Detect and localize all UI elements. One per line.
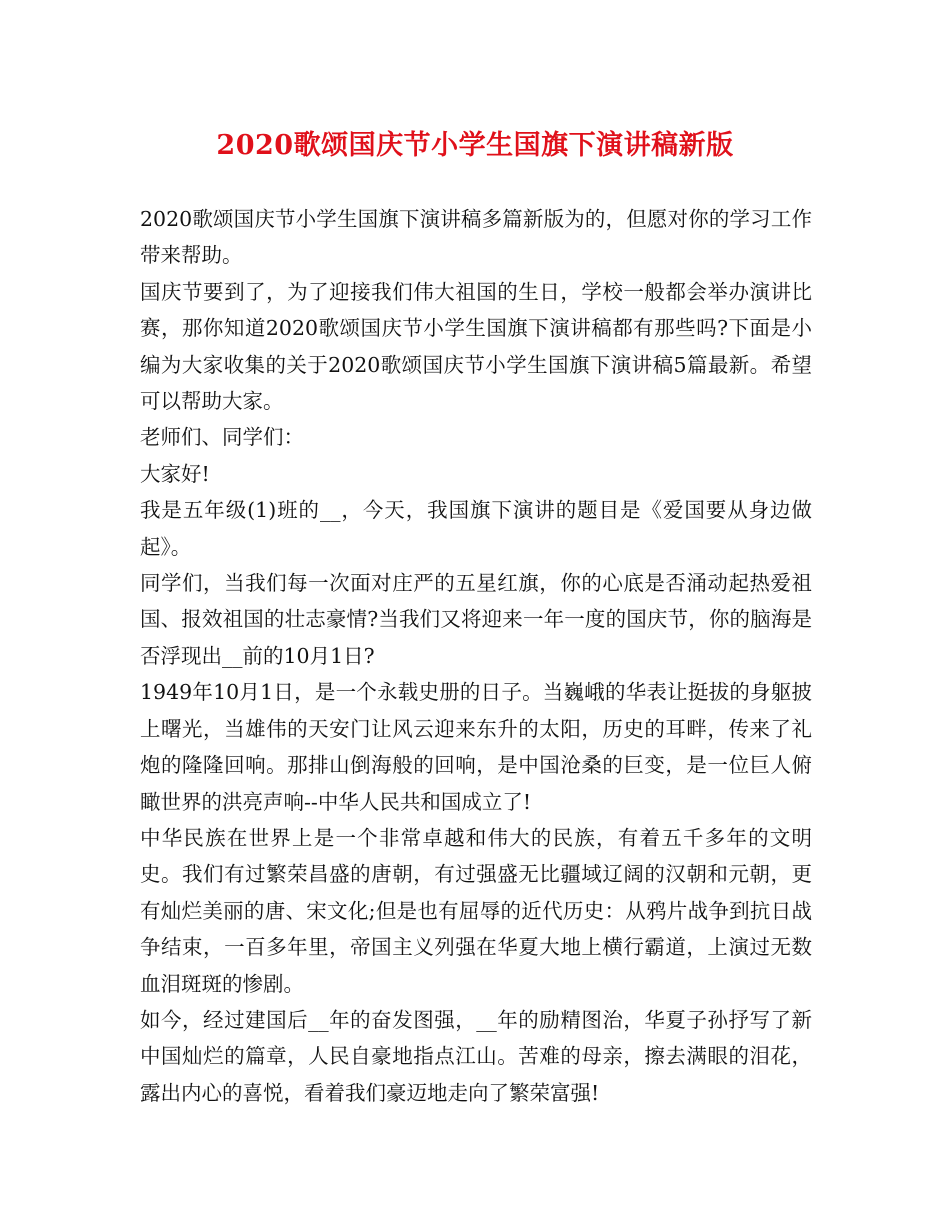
paragraph-history: 中华民族在世界上是一个非常卓越和伟大的民族，有着五千多年的文明史。我们有过繁荣昌盛的唐朝，有过强盛无比疆域辽阔的汉朝和元朝，更有灿烂美丽的唐、宋文化;但是也有屈辱的近代历史：从鸦片战争到抗日战争结束，一百多年里，帝国主义列强在华夏大地上横行霸道，上演过无数血泪斑斑的惨剧。 [140,825,812,996]
paragraph-founding: 1949年10月1日，是一个永载史册的日子。当巍峨的华表让挺拔的身躯披上曙光，当雄伟的天安门让风云迎来东升的太阳，历史的耳畔，传来了礼炮的隆隆回响。那排山倒海般的回响，是中国沧桑的巨变，是一位巨人俯瞰世界的洪亮声响--中华人民共和国成立了! [140,680,812,814]
paragraph-background: 国庆节要到了，为了迎接我们伟大祖国的生日，学校一般都会举办演讲比赛，那你知道2020歌颂国庆节小学生国旗下演讲稿都有那些吗?下面是小编为大家收集的关于2020歌颂国庆节小学生国旗下演讲稿5篇最新。希望可以帮助大家。 [140,279,812,414]
paragraph-salutation: 老师们、同学们： [140,425,304,450]
paragraph-today: 如今，经过建国后__年的奋发图强，__年的励精图治，华夏子孙抒写了新中国灿烂的篇章，人民自豪地指点江山。苦难的母亲，擦去满眼的泪花，露出内心的喜悦，看着我们豪迈地走向了繁荣富强! [140,1007,812,1105]
paragraph-greeting: 大家好! [140,461,210,486]
paragraph-intro: 2020歌颂国庆节小学生国旗下演讲稿多篇新版为的，但愿对你的学习工作带来帮助。 [140,207,812,268]
document-title: 2020歌颂国庆节小学生国旗下演讲稿新版 [216,130,734,161]
paragraph-speech-topic: 我是五年级(1)班的__，今天，我国旗下演讲的题目是《爱国要从身边做起》。 [140,498,812,559]
document-body [140,201,812,1111]
paragraph-flag: 同学们，当我们每一次面对庄严的五星红旗，你的心底是否涌动起热爱祖国、报效祖国的壮志豪情?当我们又将迎来一年一度的国庆节，你的脑海是否浮现出__前的10月1日? [140,571,812,668]
